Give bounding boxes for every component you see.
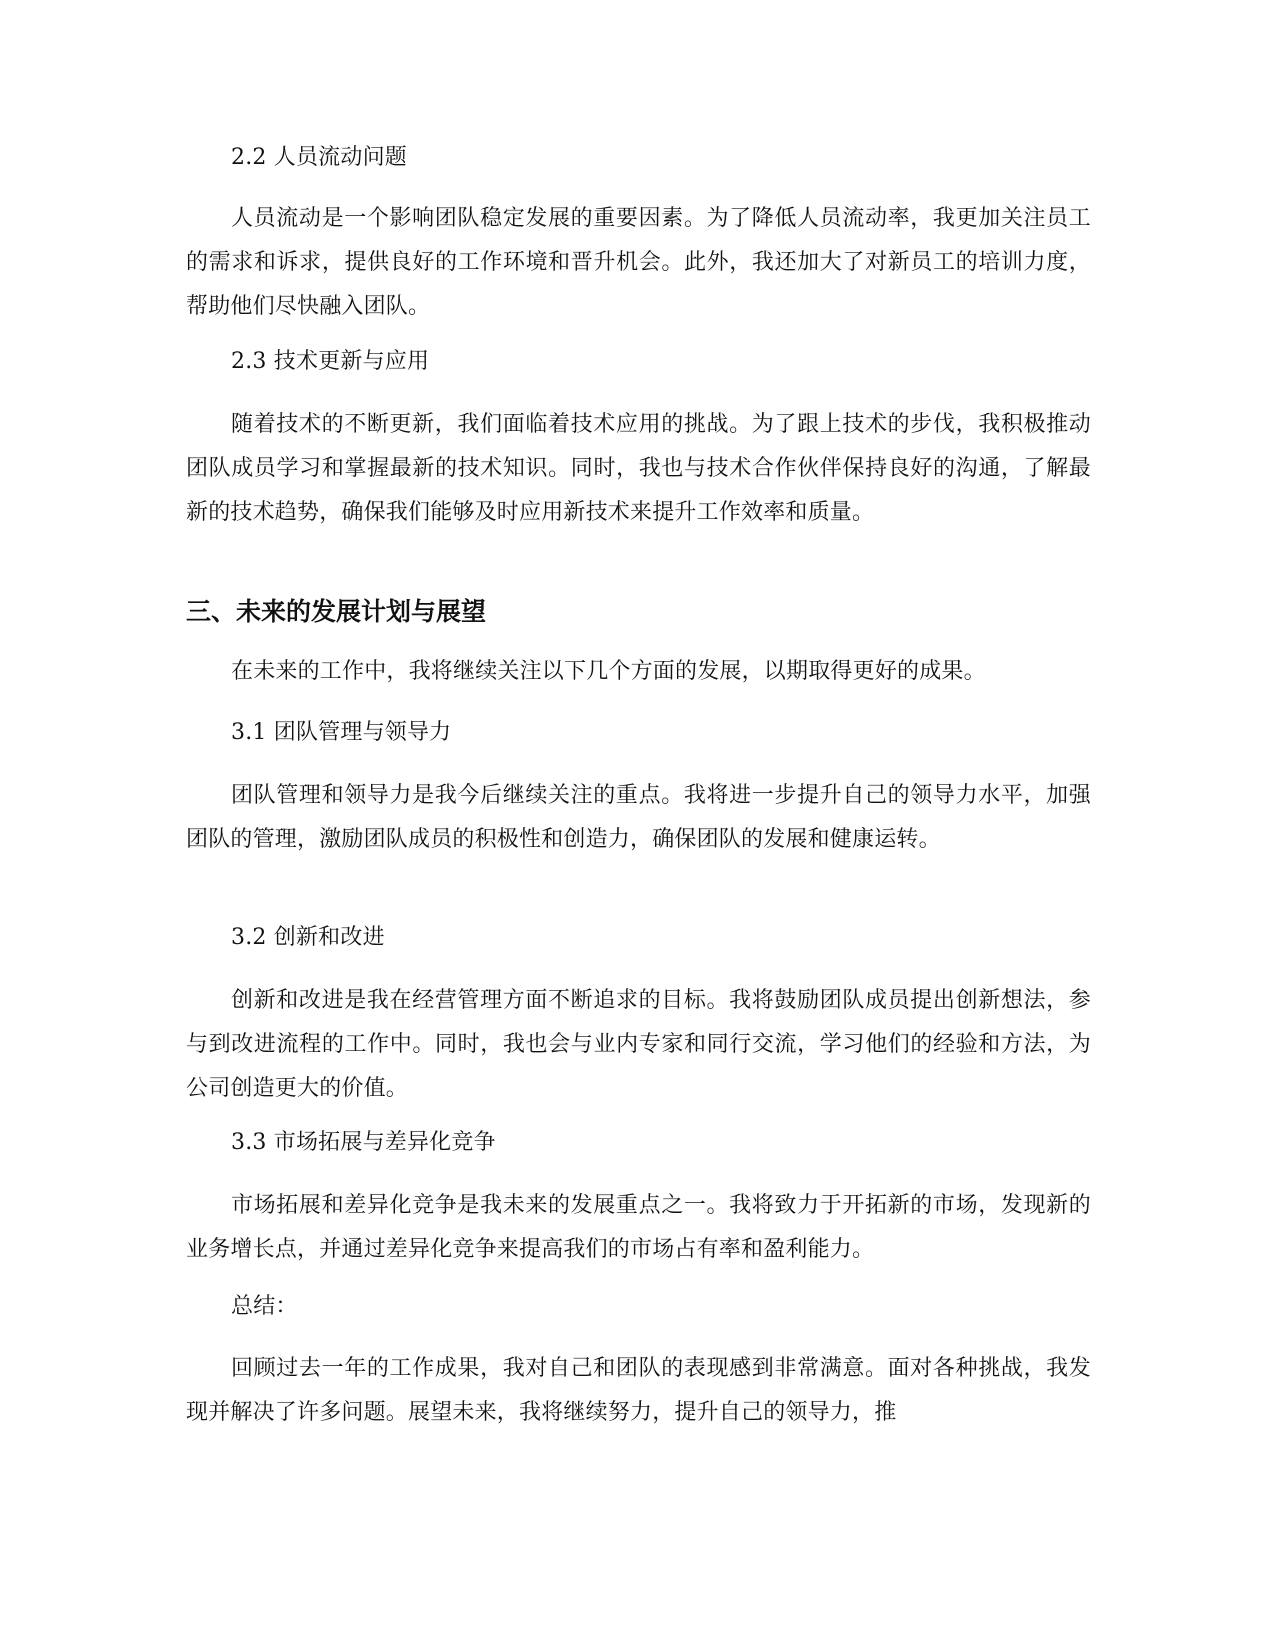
paragraph-innovation: 创新和改进是我在经营管理方面不断追求的目标。我将鼓励团队成员提出创新想法，参与到改进流程的工作中。同时，我也会与业内专家和同行交流，学习他们的经验和方法，为公司创造更大的价值。: [186, 988, 1091, 1101]
paragraph-future-intro: 在未来的工作中，我将继续关注以下几个方面的发展，以期取得更好的成果。: [231, 659, 986, 684]
paragraph-staff-turnover: 人员流动是一个影响团队稳定发展的重要因素。为了降低人员流动率，我更加关注员工的需求和诉求，提供良好的工作环境和晋升机会。此外，我还加大了对新员工的培训力度，帮助他们尽快融入团队。: [186, 206, 1091, 319]
subheading-2-2: 2.2 人员流动问题: [231, 145, 407, 170]
paragraph-tech-update: 随着技术的不断更新，我们面临着技术应用的挑战。为了跟上技术的步伐，我积极推动团队成员学习和掌握最新的技术知识。同时，我也与技术合作伙伴保持良好的沟通，了解最新的技术趋势，确保我们能够及时应用新技术来提升工作效率和质量。: [186, 412, 1091, 525]
subheading-3-1: 3.1 团队管理与领导力: [231, 720, 452, 745]
subheading-3-3: 3.3 市场拓展与差异化竞争: [231, 1130, 496, 1155]
paragraph-market-expansion: 市场拓展和差异化竞争是我未来的发展重点之一。我将致力于开拓新的市场，发现新的业务增长点，并通过差异化竞争来提高我们的市场占有率和盈利能力。: [186, 1193, 1091, 1262]
subheading-2-3: 2.3 技术更新与应用: [231, 349, 430, 374]
paragraph-summary: 回顾过去一年的工作成果，我对自己和团队的表现感到非常满意。面对各种挑战，我发现并解决了许多问题。展望未来，我将继续努力，提升自己的领导力，推: [186, 1356, 1091, 1425]
paragraph-team-management: 团队管理和领导力是我今后继续关注的重点。我将进一步提升自己的领导力水平，加强团队的管理，激励团队成员的积极性和创造力，确保团队的发展和健康运转。: [186, 783, 1091, 852]
section-heading-3: 三、未来的发展计划与展望: [186, 597, 487, 626]
summary-label: 总结：: [231, 1294, 298, 1319]
subheading-3-2: 3.2 创新和改进: [231, 925, 385, 950]
